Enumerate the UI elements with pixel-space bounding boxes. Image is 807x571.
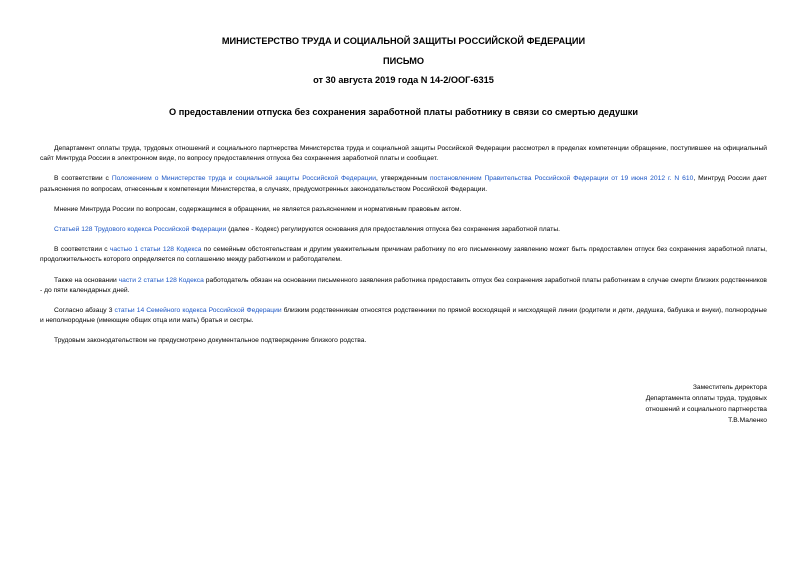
paragraph-7-text-b: близким родственникам относятся родственники по прямой восходящей и нисходящей линии (родители и дети, дедушка, бабушка и внуки), полнородные и неполнородные (имеющие общих отца или мать) братья и сестры.	[40, 307, 767, 325]
link-ministry-regulation[interactable]: Положением о Министерстве труда и социальной защиты Российской Федерации	[111, 175, 377, 183]
paragraph-2	[40, 174, 767, 194]
link-article-128-part-1[interactable]: частью 1 статьи 128 Кодекса	[109, 246, 202, 254]
paragraph-5-text-b: по семейным обстоятельствам и другим уважительным причинам работнику по его письменному заявлению может быть предоставлен отпуск без сохранения заработной платы, продолжительность которого определяется по соглашению между работником и работодателем.	[40, 246, 767, 264]
document-subject: О предоставлении отпуска без сохранения заработной платы работнику в связи со смертью дедушки	[169, 107, 638, 117]
link-government-decree[interactable]: постановлением Правительства Российской Федерации от 19 июня 2012 г. N 610	[429, 175, 694, 183]
signature-department-2: отношений и социального партнерства	[645, 406, 767, 413]
link-article-128-part-2[interactable]: части 2 статьи 128 Кодекса	[118, 276, 204, 284]
link-family-code-article-14[interactable]: статьи 14 Семейного кодекса Российской Федерации	[114, 307, 282, 315]
paragraph-5-text-a: В соответствии с	[54, 246, 110, 254]
paragraph-7-text-a: Согласно абзацу 3	[54, 307, 115, 315]
paragraph-8: Трудовым законодательством не предусмотрено документальное подтверждение близкого родства.	[54, 337, 367, 345]
paragraph-1: Департамент оплаты труда, трудовых отношений и социального партнерства Министерства труда и социальной защиты Российской Федерации рассмотрел в пределах компетенции обращение, поступившее на официальный сайт Минтруда России в электронном виде, по вопросу предоставления отпуска без сохранения заработной платы и сообщает.	[40, 145, 767, 163]
paragraph-3: Мнение Минтруда России по вопросам, содержащимся в обращении, не является разъяснением и нормативным правовым актом.	[54, 205, 462, 213]
document-type: ПИСЬМО	[382, 56, 425, 66]
paragraph-7	[40, 306, 767, 326]
signature-department-1: Департамента оплаты труда, трудовых	[645, 395, 767, 402]
paragraph-2-text-a: В соответствии с	[54, 175, 112, 183]
paragraph-4	[40, 225, 767, 235]
link-labor-code-article-128[interactable]: Статьей 128 Трудового кодекса Российской Федерации	[54, 226, 227, 234]
ministry-heading: МИНИСТЕРСТВО ТРУДА И СОЦИАЛЬНОЙ ЗАЩИТЫ РОССИЙСКОЙ ФЕДЕРАЦИИ	[221, 36, 586, 46]
paragraph-6	[40, 276, 767, 296]
paragraph-4-text: (далее - Кодекс) регулируются основания для предоставления отпуска без сохранения заработной платы.	[226, 226, 560, 234]
signature-name: Т.В.Маленко	[728, 417, 767, 424]
paragraph-6-text-a: Также на основании	[54, 276, 119, 284]
signature-title: Заместитель директора	[692, 384, 767, 391]
letter-body	[40, 144, 767, 357]
paragraph-2-text-c: , Минтруд России дает разъяснения по вопросам, отнесенным к компетенции Министерства, в случаях, предусмотренных законодательством Российской Федерации.	[40, 175, 767, 193]
signature-block	[645, 382, 767, 426]
document-date-number: от 30 августа 2019 года N 14-2/ООГ-6315	[313, 75, 494, 85]
paragraph-2-text-b: , утвержденным	[376, 175, 430, 183]
paragraph-5	[40, 245, 767, 265]
paragraph-6-text-b: работодатель обязан на основании письменного заявления работника предоставить отпуск без сохранения заработной платы работникам в случае смерти близких родственников - до пяти календарных дней.	[40, 276, 767, 294]
